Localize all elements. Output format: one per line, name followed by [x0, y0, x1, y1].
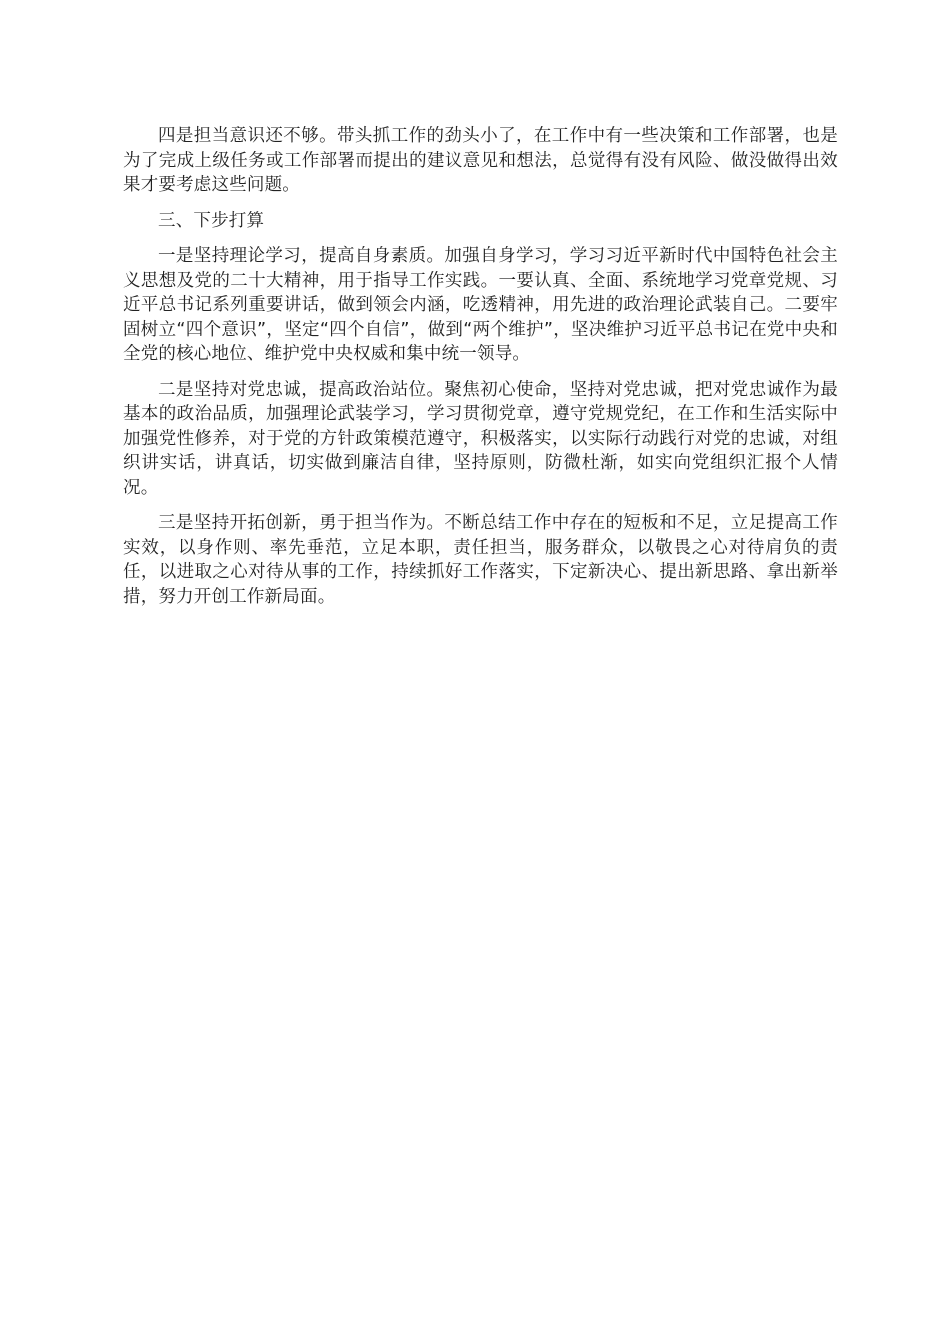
section-heading-next-plans: 三、下步打算 — [158, 210, 265, 231]
paragraph-plan-party-loyalty: 二是坚持对党忠诚，提高政治站位。聚焦初心使命，坚持对党忠诚，把对党忠诚作为最基本的政治品质，加强理论武装学习，学习贯彻党章，遵守党规党纪，在工作和生活实际中加强党性修养，对于党的方针政策模范遵守，积极落实，以实际行动践行对党的忠诚，对组织讲实话，讲真话，切实做到廉洁自律，坚持原则，防微杜渐，如实向党组织汇报个人情况。 — [123, 379, 838, 498]
paragraph-plan-theory-study: 一是坚持理论学习，提高自身素质。加强自身学习，学习习近平新时代中国特色社会主义思想及党的二十大精神，用于指导工作实践。一要认真、全面、系统地学习党章党规、习近平总书记系列重要讲话，做到领会内涵，吃透精神，用先进的政治理论武装自己。二要牢固树立“四个意识”，坚定“四个自信”，做到“两个维护”，坚决维护习近平总书记在党中央和全党的核心地位、维护党中央权威和集中统一领导。 — [123, 246, 838, 364]
paragraph-plan-innovation: 三是坚持开拓创新，勇于担当作为。不断总结工作中存在的短板和不足，立足提高工作实效，以身作则、率先垂范，立足本职，责任担当，服务群众，以敬畏之心对待肩负的责任，以进取之心对待从事的工作，持续抓好工作落实，下定新决心、提出新思路、拿出新举措，努力开创工作新局面。 — [123, 513, 838, 607]
document-body — [123, 124, 838, 620]
paragraph-fourth-issue-responsibility: 四是担当意识还不够。带头抓工作的劲头小了，在工作中有一些决策和工作部署，也是为了完成上级任务或工作部署而提出的建议意见和想法，总觉得有没有风险、做没做得出效果才要考虑这些问题。 — [123, 126, 838, 195]
